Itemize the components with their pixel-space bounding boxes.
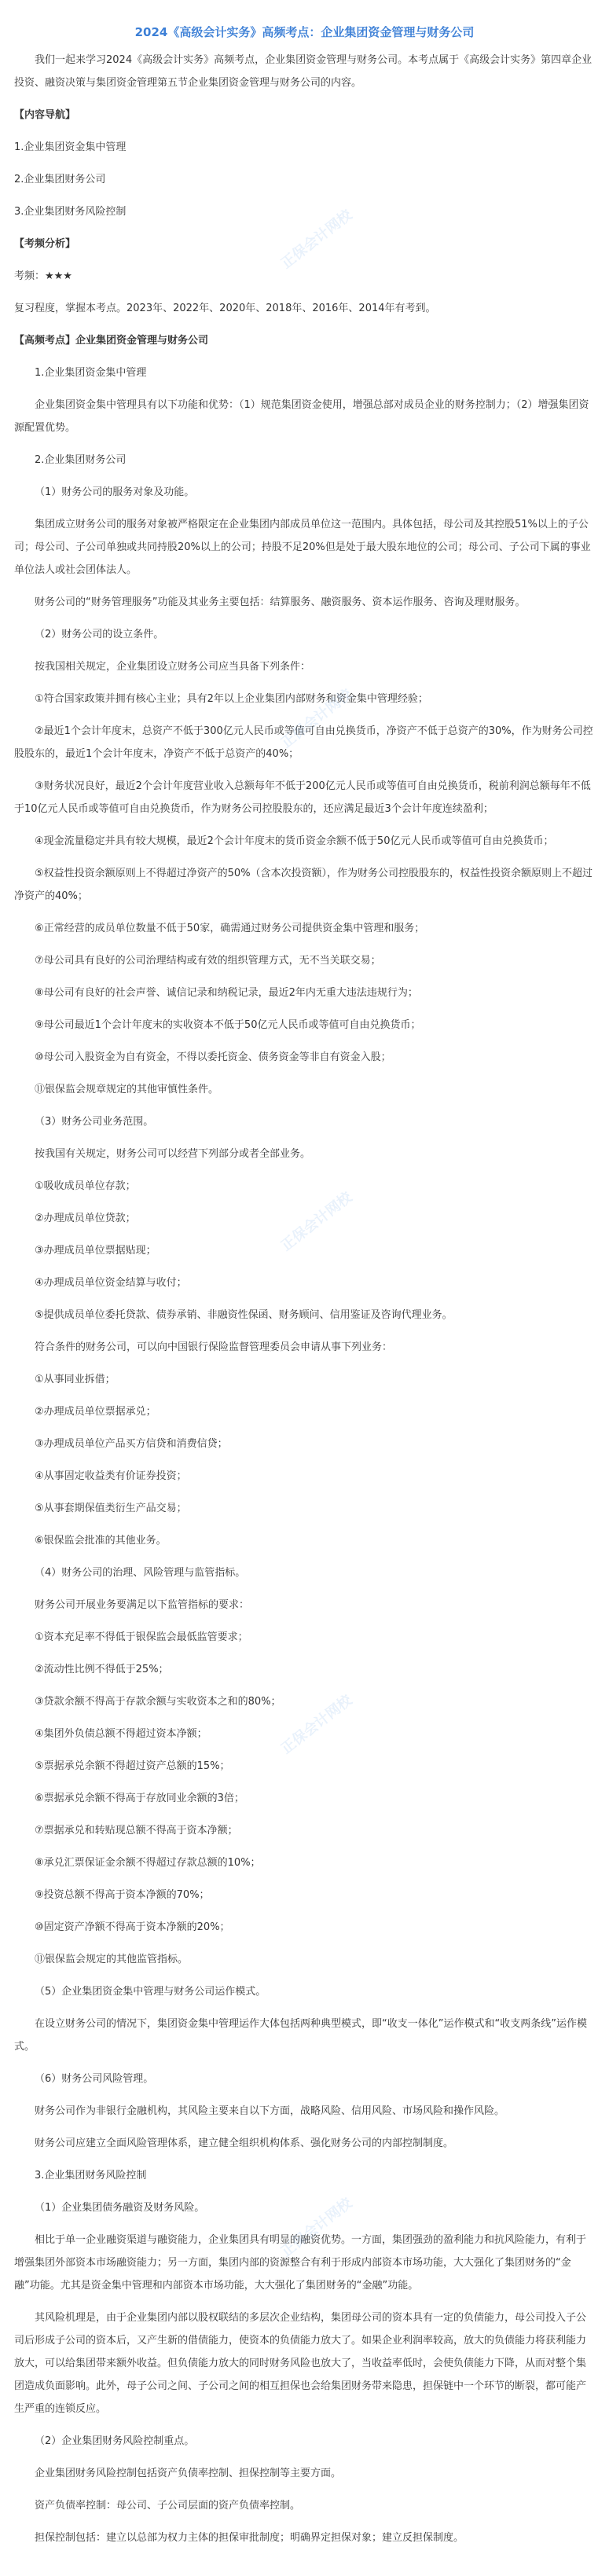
article-paragraph: 企业集团财务风险控制包括资产负债率控制、担保控制等主要方面。 — [35, 2468, 342, 2479]
article-paragraph: ③财务状况良好，最近2个会计年度营业收入总额每年不低于200亿元人民币或等值可自由兑换货币，税前利润总额每年不低于10亿元人民币或等值可自由兑换货币，作为财务公司控股股东的，还应满足最近3个会计年度连续盈利； — [14, 780, 591, 815]
article-paragraph: ③办理成员单位产品买方信贷和消费信贷； — [35, 1438, 228, 1450]
article-paragraph: ⑪银保监会规定的其他监管指标。 — [35, 1954, 189, 1965]
article-paragraph: 财务公司开展业务要满足以下监管指标的要求： — [35, 1599, 250, 1611]
article-paragraph: 相比于单一企业融资渠道与融资能力，企业集团具有明显的融资优势。一方面，集团强劲的盈利能力和抗风险能力，有利于增强集团外部资本市场融资能力；另一方面，集团内部的资源整合有利于形成内部资本市场功能，大大强化了集团财务的“金融”功能。尤其是资金集中管理和内部资本市场功能，大大强化了集团财务的“金融”功能。 — [14, 2234, 587, 2292]
article-paragraph: （3）财务公司业务范围。 — [35, 1116, 154, 1128]
article-paragraph: ④集团外负债总额不得超过资本净额； — [35, 1728, 207, 1740]
article-paragraph: （6）财务公司风险管理。 — [35, 2073, 154, 2085]
article-paragraph: ②流动性比例不得低于25%； — [35, 1664, 169, 1675]
article-paragraph: ⑨投资总额不得高于资本净额的70%； — [35, 1889, 210, 1901]
article-title: 2024《高级会计实务》高频考点：企业集团资金管理与财务公司 — [134, 25, 475, 39]
article-paragraph: 企业集团资金集中管理具有以下功能和优势：（1）规范集团资金使用，增强总部对成员企业的财务控制力；（2）增强集团资源配置优势。 — [14, 399, 589, 434]
article-paragraph: ③贷款余额不得高于存款余额与实收资本之和的80%； — [35, 1696, 281, 1708]
article-paragraph: ③办理成员单位票据贴现； — [35, 1245, 156, 1257]
article-paragraph: 在设立财务公司的情况下，集团资金集中管理运作大体包括两种典型模式，即“收支一体化”运作模式和“收支两条线”运作模式。 — [14, 2018, 587, 2053]
article-paragraph: 财务公司应建立全面风险管理体系，建立健全组织机构体系、强化财务公司的内部控制制度。 — [35, 2137, 454, 2149]
article-paragraph: ②办理成员单位贷款； — [35, 1213, 136, 1224]
article-paragraph: ⑤票据承兑余额不得超过资产总额的15%； — [35, 1760, 230, 1772]
article-paragraph: 1.企业集团资金集中管理 — [14, 141, 127, 153]
article-paragraph: ⑥正常经营的成员单位数量不低于50家，确需通过财务公司提供资金集中管理和服务； — [35, 923, 425, 934]
article-paragraph: 财务公司作为非银行金融机构，其风险主要来自以下方面，战略风险、信用风险、市场风险和操作风险。 — [35, 2105, 505, 2117]
article-paragraph: ⑤从事套期保值类衍生产品交易； — [35, 1503, 187, 1514]
article-paragraph: 财务公司的“财务管理服务”功能及其业务主要包括：结算服务、融资服务、资本运作服务、咨询及理财服务。 — [35, 596, 526, 608]
article-paragraph: 3.企业集团财务风险控制 — [35, 2170, 147, 2182]
article-paragraph: ⑦母公司具有良好的公司治理结构或有效的组织管理方式，无不当关联交易； — [35, 955, 381, 967]
article-paragraph: 我们一起来学习2024《高级会计实务》高频考点，企业集团资金管理与财务公司。本考点属于《高级会计实务》第四章企业投资、融资决策与集团资金管理第五节企业集团资金管理与财务公司的内容。 — [14, 54, 592, 89]
article-paragraph: 2.企业集团财务公司 — [14, 174, 106, 185]
article-paragraph: （1）企业集团债务融资及财务风险。 — [35, 2202, 205, 2214]
article-paragraph: ④从事固定收益类有价证券投资； — [35, 1470, 187, 1482]
article-paragraph: ⑨母公司最近1个会计年度末的实收资本不低于50亿元人民币或等值可自由兑换货币； — [35, 1019, 421, 1031]
article-paragraph: ⑤提供成员单位委托贷款、债券承销、非融资性保函、财务顾问、信用鉴证及咨询代理业务。 — [35, 1309, 453, 1321]
article-paragraph: 符合条件的财务公司，可以向中国银行保险监督管理委员会申请从事下列业务： — [35, 1341, 393, 1353]
article-paragraph: （2）企业集团财务风险控制重点。 — [35, 2435, 195, 2447]
article-paragraph: 担保控制包括：建立以总部为权力主体的担保审批制度；明确界定担保对象；建立反担保制度。 — [35, 2532, 464, 2544]
article-paragraph: 3.企业集团财务风险控制 — [14, 206, 127, 218]
article-paragraph: ⑩母公司入股资金为自有资金，不得以委托资金、债务资金等非自有资金入股； — [35, 1051, 391, 1063]
article-paragraph: 1.企业集团资金集中管理 — [35, 367, 147, 379]
article-paragraph: ①吸收成员单位存款； — [35, 1180, 136, 1192]
article-paragraph: 集团成立财务公司的服务对象被严格限定在企业集团内部成员单位这一范围内。具体包括，母公司及其控股51%以上的子公司；母公司、子公司单独或共同持股20%以上的公司；持股不足20%但是处于最大股东地位的公司；母公司、子公司下属的事业单位法人或社会团体法人。 — [14, 519, 591, 576]
watermark: 正保会计网校 — [277, 1692, 356, 1758]
article-paragraph: ⑧母公司有良好的社会声誉、诚信记录和纳税记录，最近2年内无重大违法违规行为； — [35, 987, 418, 999]
article-paragraph: 按我国相关规定，企业集团设立财务公司应当具备下列条件： — [35, 661, 311, 673]
watermark: 正保会计网校 — [277, 1189, 356, 1255]
article-paragraph: （2）财务公司的设立条件。 — [35, 629, 164, 640]
article-paragraph: 2.企业集团财务公司 — [35, 454, 127, 466]
watermark: 正保会计网校 — [277, 207, 356, 273]
article-paragraph: ⑧承兑汇票保证金余额不得超过存款总额的10%； — [35, 1857, 261, 1869]
article-paragraph: ①符合国家政策并拥有核心主业；具有2年以上企业集团内部财务和资金集中管理经验； — [35, 693, 428, 705]
article-paragraph: ⑩固定资产净额不得高于资本净额的20%； — [35, 1921, 230, 1933]
article-paragraph: ②最近1个会计年度末，总资产不低于300亿元人民币或等值可自由兑换货币，净资产不低于总资产的30%，作为财务公司控股股东的，最近1个会计年度末，净资产不低于总资产的40%； — [14, 725, 593, 760]
article-paragraph: ②办理成员单位票据承兑； — [35, 1406, 156, 1418]
article-paragraph: 其风险机理是，由于企业集团内部以股权联结的多层次企业结构，集团母公司的资本具有一定的负债能力，母公司投入子公司后形成子公司的资本后，又产生新的借债能力，使资本的负债能力放大了。如果企业利润率较高，放大的负债能力将获利能力放大，可以给集团带来额外收益。但负债能力放大的同时财务风险也放大了，当收益率低时，会使负债能力下降，从而对整个集团造成负面影响。此外，母子公司之间、子公司之间的相互担保也会给集团财务带来隐患，担保链中一个环节的断裂，都可能产生严重的连锁反应。 — [14, 2312, 587, 2415]
article-paragraph: ⑦票据承兑和转贴现总额不得高于资本净额； — [35, 1825, 238, 1837]
article-paragraph: ①资本充足率不得低于银保监会最低监管要求； — [35, 1631, 248, 1643]
article-paragraph: ⑥银保监会批准的其他业务。 — [35, 1535, 167, 1547]
article-paragraph: （1）财务公司的服务对象及功能。 — [35, 486, 195, 498]
article-paragraph: ⑤权益性投资余额原则上不得超过净资产的50%（含本次投资额），作为财务公司控股股东的，权益性投资余额原则上不超过净资产的40%； — [14, 868, 593, 902]
article-paragraph: ⑥票据承兑余额不得高于存放同业余额的3倍； — [35, 1793, 244, 1804]
article-paragraph: 资产负债率控制：母公司、子公司层面的资产负债率控制。 — [35, 2500, 301, 2512]
article-paragraph: （4）财务公司的治理、风险管理与监管指标。 — [35, 1567, 246, 1579]
watermark: 正保会计网校 — [277, 2195, 356, 2261]
section-heading: 【考频分析】 — [14, 238, 76, 250]
watermark: 正保会计网校 — [277, 686, 356, 752]
article-paragraph: 考频：★★★ — [14, 270, 72, 282]
article-paragraph: （5）企业集团资金集中管理与财务公司运作模式。 — [35, 1986, 266, 1998]
article-paragraph: ⑪银保监会规章规定的其他审慎性条件。 — [35, 1084, 219, 1095]
article-body — [14, 49, 595, 2549]
article-paragraph: 复习程度，掌握本考点。2023年、2022年、2020年、2018年、2016年、2014年有考到。 — [14, 303, 436, 314]
article-paragraph: ④现金流量稳定并具有较大规模，最近2个会计年度末的货币资金余额不低于50亿元人民币或等值可自由兑换货币； — [35, 835, 554, 847]
article-paragraph: ①从事同业拆借； — [35, 1374, 116, 1385]
article-paragraph: 按我国有关规定，财务公司可以经营下列部分或者全部业务。 — [35, 1148, 311, 1160]
article-paragraph: ④办理成员单位资金结算与收付； — [35, 1277, 187, 1289]
section-heading: 【高频考点】企业集团资金管理与财务公司 — [14, 335, 209, 347]
section-heading: 【内容导航】 — [14, 109, 76, 121]
